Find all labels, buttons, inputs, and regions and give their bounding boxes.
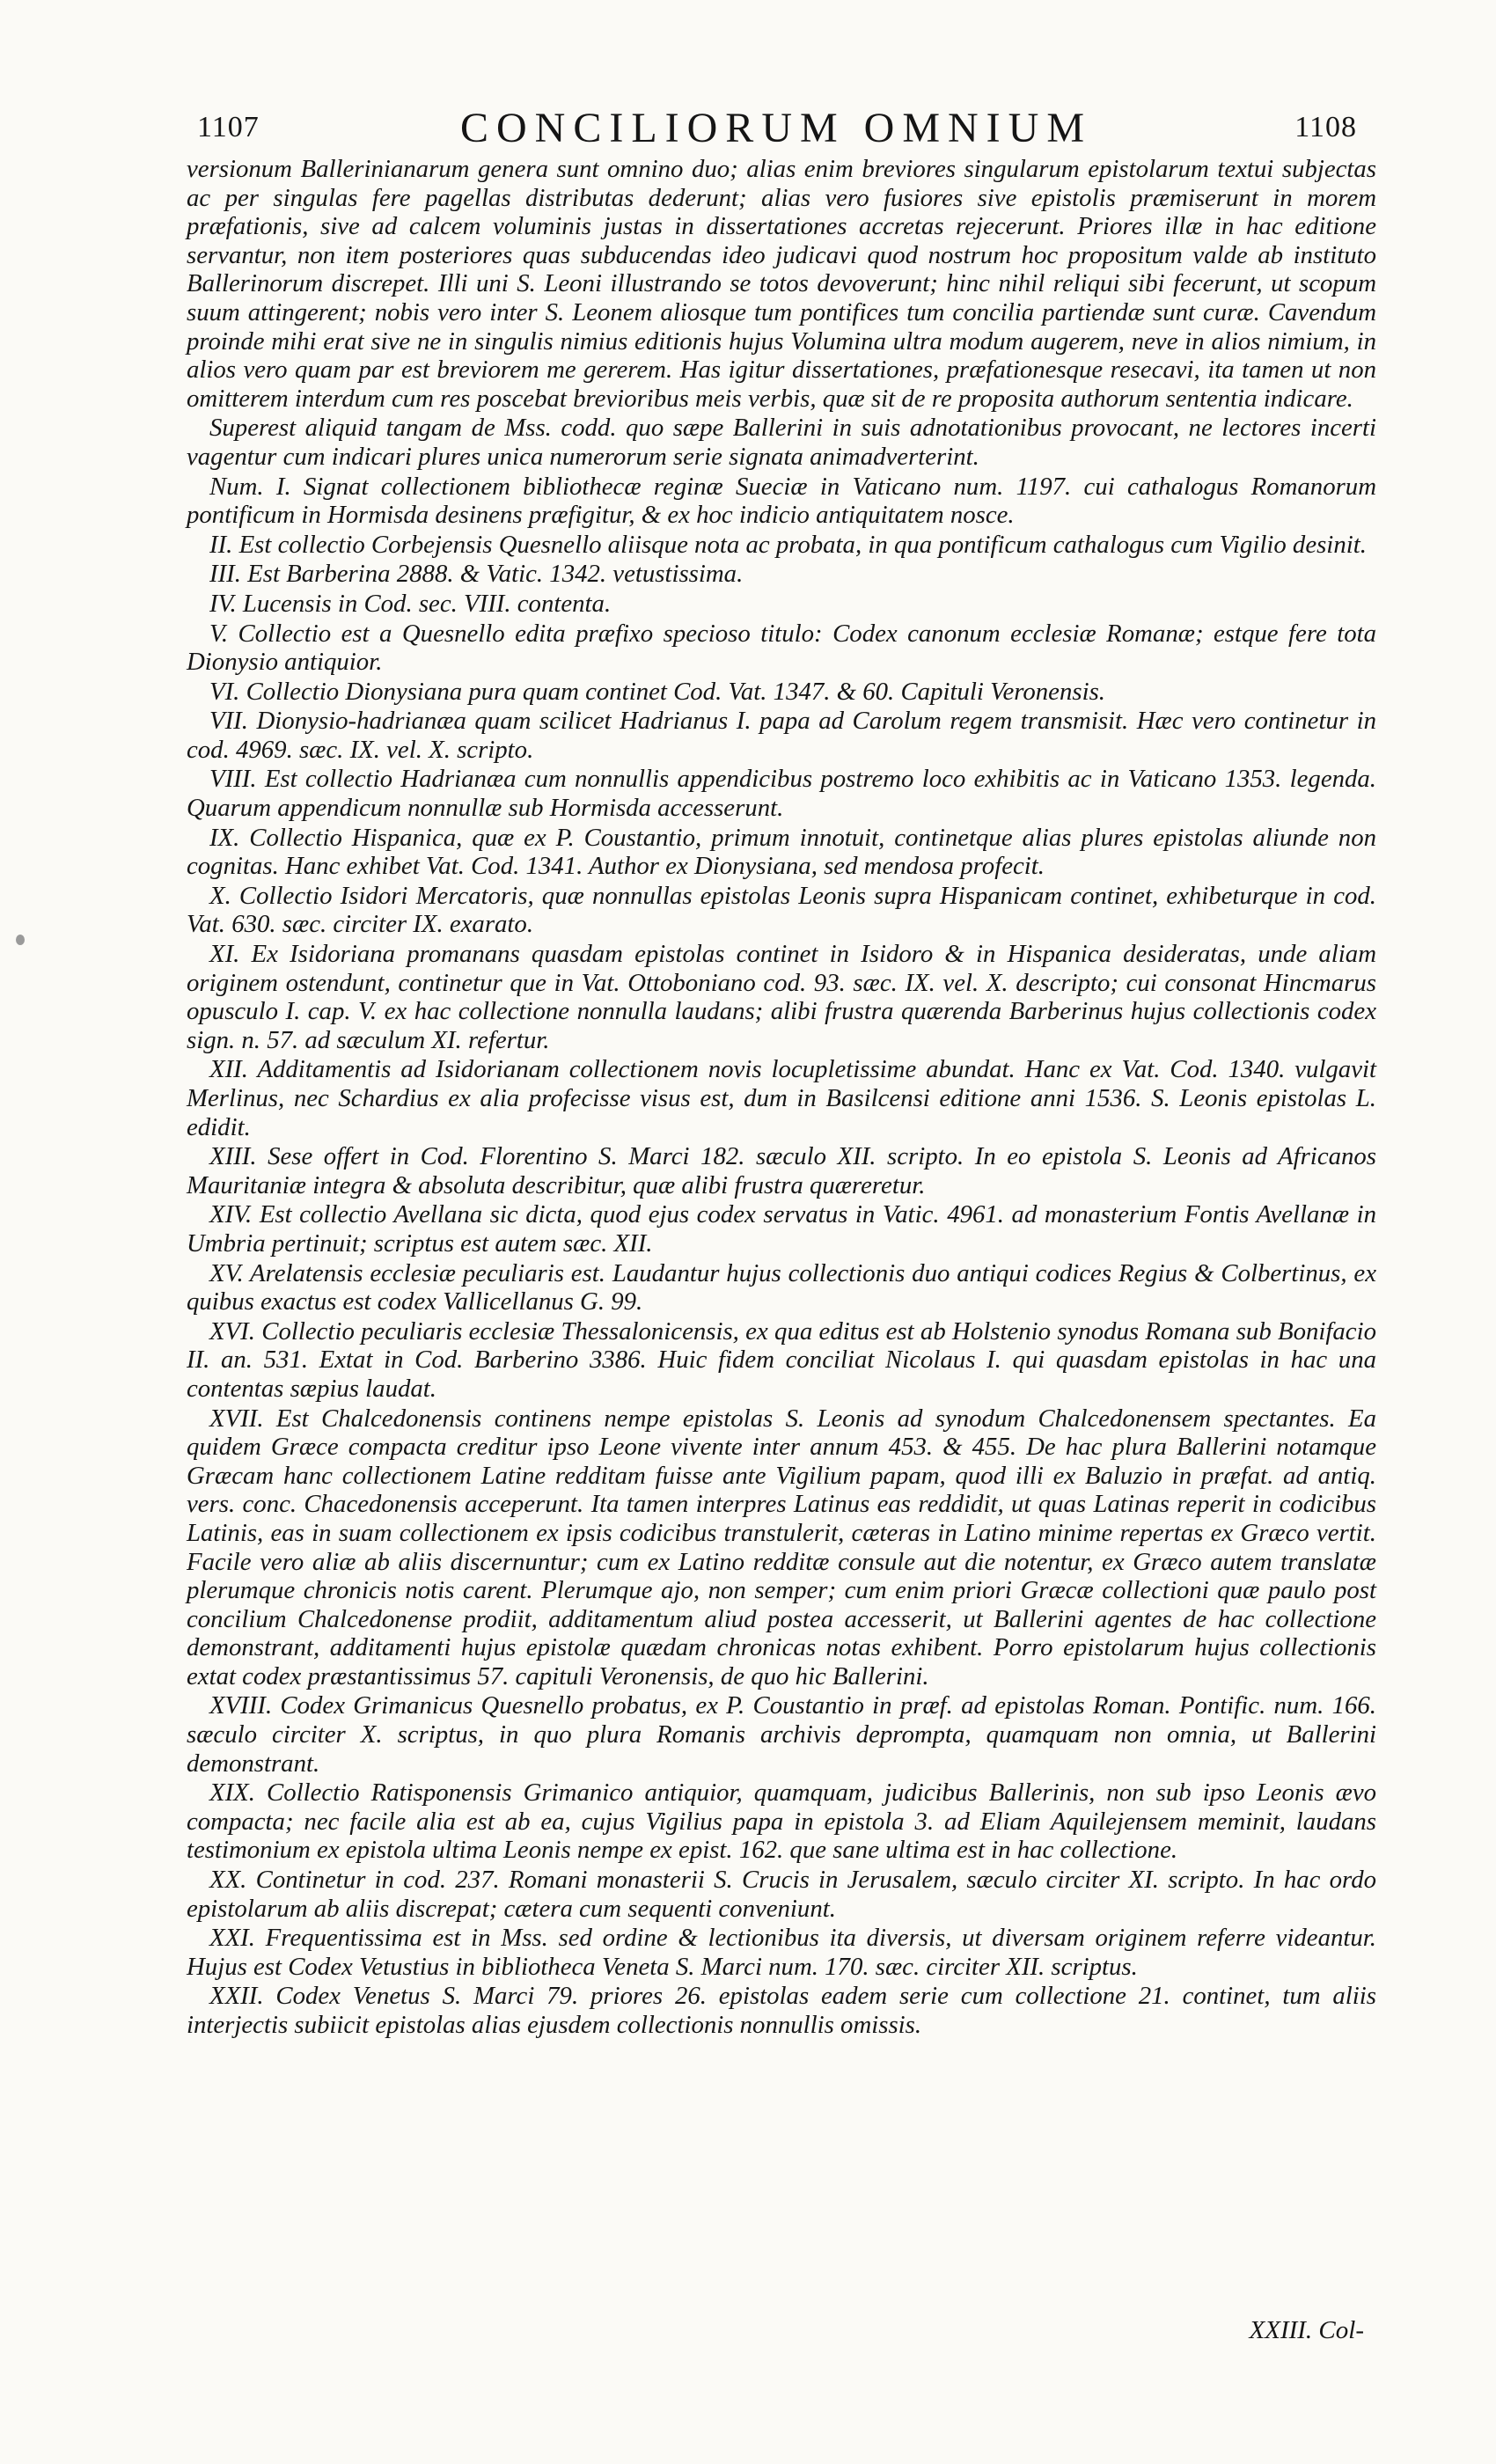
list-item: VI. Collectio Dionysiana pura quam continet Cod. Vat. 1347. & 60. Capituli Veronensis. <box>209 677 1105 706</box>
list-item: XIII. Sese offert in Cod. Florentino S. Marci 182. sæculo XII. scripto. In eo epistola S. Leonis ad Africanos Mauritaniæ integra & absoluta describitur, quæ alibi frustra quæreretur. <box>187 1142 1376 1199</box>
list-item: XIV. Est collectio Avellana sic dicta, quod ejus codex servatus in Vatic. 4961. ad monasterium Fontis Avellanæ in Umbria pertinuit; scriptus est autem sæc. XII. <box>187 1200 1376 1258</box>
list-item: X. Collectio Isidori Mercatoris, quæ nonnullas epistolas Leonis supra Hispanicam continet, exhibeturque in cod. Vat. 630. sæc. circiter IX. exarato. <box>187 881 1376 939</box>
list-item: V. Collectio est a Quesnello edita præfixo specioso titulo: Codex canonum ecclesiæ Romanæ; estque fere tota Dionysio antiquior. <box>187 619 1376 677</box>
list-item: XI. Ex Isidoriana promanans quasdam epistolas continet in Isidoro & in Hispanica desideratas, unde aliam originem ostendunt, continetur que in Vat. Ottoboniano cod. 93. sæc. IX. vel. X. descripto; cui consonat Hincmarus opusculo I. cap. V. ex hac collectione nonnulla laudans; alibi frustra quærenda Barberinus hujus collectionis codex sign. n. 57. ad sæculum XI. refertur. <box>187 940 1376 1054</box>
list-item: VII. Dionysio-hadrianæa quam scilicet Hadrianus I. papa ad Carolum regem transmisit. Hæc vero continetur in cod. 4969. sæc. IX. vel. X. scripto. <box>187 707 1376 764</box>
list-item: XXI. Frequentissima est in Mss. sed ordine & lectionibus ita diversis, ut diversam originem referre videantur. Hujus est Codex Vetustius in bibliotheca Veneta S. Marci num. 170. sæc. circiter XII. scriptus. <box>187 1924 1376 1981</box>
list-item: XXII. Codex Venetus S. Marci 79. priores 26. epistolas eadem serie cum collectione 21. continet, tum aliis interjectis subiicit epistolas alias ejusdem collectionis nonnullis omissis. <box>187 1982 1376 2039</box>
column-number-left: 1107 <box>197 111 260 143</box>
column-number-right: 1108 <box>1294 111 1357 143</box>
list-item: IX. Collectio Hispanica, quæ ex P. Coustantio, primum innotuit, continetque alias plures epistolas aliunde non cognitas. Hanc exhibet Vat. Cod. 1341. Author ex Dionysiana, sed mendosa profecit. <box>187 823 1376 881</box>
list-item: XV. Arelatensis ecclesiæ peculiaris est. Laudantur hujus collectionis duo antiqui codices Regius & Colbertinus, ex quibus exactus est codex Vallicellanus G. 99. <box>187 1258 1376 1316</box>
list-item: IV. Lucensis in Cod. sec. VIII. contenta. <box>209 589 612 618</box>
catchword: XXIII. Col- <box>1249 2316 1364 2344</box>
list-item: Num. I. Signat collectionem bibliothecæ reginæ Sueciæ in Vaticano num. 1197. cui cathalogus Romanorum pontificum in Hormisda desinens præfigitur, & ex hoc indicio antiquitatem nosce. <box>187 472 1376 530</box>
page-header <box>195 104 1357 157</box>
list-item: III. Est Barberina 2888. & Vatic. 1342. vetustissima. <box>209 560 744 589</box>
list-item: XIX. Collectio Ratisponensis Grimanico antiquior, quamquam, judicibus Ballerinis, non sub ipso Leonis ævo compacta; nec facile alia est ab ea, cujus Vigilius papa in epistola 3. ad Eliam Aquilejensem meminit, laudans testimonium ex epistola ultima Leonis nempe ex epist. 162. que sane ultima est in hac collectione. <box>187 1778 1376 1865</box>
list-item: II. Est collectio Corbejensis Quesnello aliisque nota ac probata, in qua pontificum cathalogus cum Vigilio desinit. <box>209 530 1367 559</box>
body-text <box>187 155 1376 2041</box>
list-item: XII. Additamentis ad Isidorianam collectionem novis locupletissime abundat. Hanc ex Vat. Cod. 1340. vulgavit Merlinus, nec Schardius ex alia profecisse visus est, dum in Basilcensi editione anni 1536. S. Leonis epistolas L. edidit. <box>187 1055 1376 1141</box>
paragraph-manuscripts: Superest aliquid tangam de Mss. codd. quo sæpe Ballerini in suis adnotationibus provocant, ne lectores incerti vagentur cum indicari plures unica numerorum serie signata animadverterint. <box>187 414 1376 471</box>
list-item: XX. Continetur in cod. 237. Romani monasterii S. Crucis in Jerusalem, sæculo circiter XI. scripto. In hac ordo epistolarum ab aliis discrepat; cætera cum sequenti conveniunt. <box>187 1866 1376 1923</box>
list-item: XVI. Collectio peculiaris ecclesiæ Thessalonicensis, ex qua editus est ab Holstenio synodus Romana sub Bonifacio II. an. 531. Extat in Cod. Barberino 3386. Huic fidem conciliat Nicolaus I. qui quasdam epistolas in hac una contentas sæpius laudat. <box>187 1316 1376 1403</box>
margin-ink-blot <box>16 935 25 945</box>
list-item: XVII. Est Chalcedonensis continens nempe epistolas S. Leonis ad synodum Chalcedonensem spectantes. Ea quidem Græce compacta creditur ipso Leone vivente inter annum 453. & 455. De hac plura Ballerini notamque Græcam hanc collectionem Latine redditam fuisse ante Vigilium papam, quod illi ex Baluzio in præfat. ad antiq. vers. conc. Chacedonensis acceperunt. Ita tamen interpres Latinus eas reddidit, ut quas Latinas reperit in codicibus Latinis, eas in suam collectionem ex ipsis codicibus transtulerit, cæteras in Latino minime repertas ex Græco vertit. Facile vero aliæ ab aliis discernuntur; cum ex Latino redditæ consule aut die notentur, ex Græco autem translatæ plerumque chronicis notis carent. Plerumque ajo, non semper; cum enim priori Græcæ collectioni quæ paulo post concilium Chalcedonense prodiit, additamentum aliud postea accesserit, ut Ballerini agentes de hac collectione demonstrant, additamenti hujus epistolæ quædam chronicas notas exhibent. Porro epistolarum hujus collectionis extat codex præstantissimus 57. capituli Veronensis, de quo hic Ballerini. <box>187 1404 1376 1690</box>
list-item: VIII. Est collectio Hadrianæa cum nonnullis appendicibus postremo loco exhibitis ac in Vaticano 1353. legenda. Quarum appendicum nonnullæ sub Hormisda accesserunt. <box>187 765 1376 823</box>
paragraph-intro: versionum Ballerinianarum genera sunt omnino duo; alias enim breviores singularum epistolarum textui subjectas ac per singulas fere pagellas distributas dederunt; alias vero fusiores sive epistolis præmiserunt in morem præfationis, sive ad calcem voluminis justas in dissertationes accretas rejecerunt. Priores illæ in hac editione servantur, non item posteriores quas subducendas ideo judicavi quod nostrum hoc propositum valde ab instituto Ballerinorum discrepet. Illi uni S. Leoni illustrando se totos devoverunt; hinc nihil reliqui sibi fecerunt, ut scopum suum attingerent; nobis vero inter S. Leonem aliosque tum pontifices tum concilia partiendæ sunt curæ. Cavendum proinde mihi erat sive ne in singulis nimius editionis hujus Volumina ultra modum augerem, neve in alios nimium, in alios vero quam par est breviorem me gererem. Has igitur dissertationes, præfationesque resecavi, ita tamen ut non omitterem interdum cum res poscebat brevioribus meis verbis, quæ sit de re proposita authorum sententia indicare. <box>187 155 1376 413</box>
running-title: CONCILIORUM OMNIUM <box>459 105 1092 151</box>
list-item: XVIII. Codex Grimanicus Quesnello probatus, ex P. Coustantio in præf. ad epistolas Roman. Pontific. num. 166. sæculo circiter X. scriptus, in quo plura Romanis archivis deprompta, quamquam non omnia, ut Ballerini demonstrant. <box>187 1691 1376 1778</box>
